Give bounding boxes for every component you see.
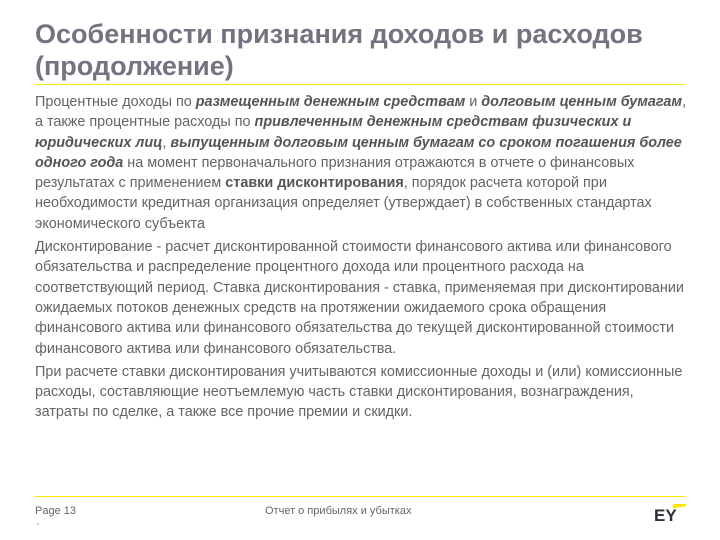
paragraph-1-run-emphasis: долговым ценным бумагам	[481, 94, 683, 110]
slide-body	[35, 92, 690, 426]
page-number: Page 13	[35, 505, 76, 517]
footer-divider	[35, 496, 685, 497]
footer-document-title: Отчет о прибылях и убытках	[265, 505, 412, 517]
paragraph-1-run: и	[465, 94, 482, 110]
paragraph-1-run-emphasis: привлеченным денежным средствам физических и юридических лиц	[35, 114, 632, 151]
paragraph-1-run-emphasis: размещенным денежным средствам	[195, 94, 466, 110]
paragraph-1-run: Процентные доходы по	[35, 94, 196, 110]
paragraph-interest-income	[35, 92, 690, 234]
ey-logo-text: EY	[654, 506, 677, 522]
slide-title: Особенности признания доходов и расходов (продолжение)	[35, 19, 643, 81]
paragraph-discount-rate-components: При расчете ставки дисконтирования учитываются комиссионные доходы и (или) комиссионные расходы, составляющие неотъемлемую часть ставки дисконтирования, вознаграждения, затраты по сделке, а также все прочие премии и скидки.	[35, 363, 683, 421]
paragraph-1-run: , порядок расчета которой при необходимости кредитная организация определяет (утверждает) в собственных стандартах экономического субъекта	[35, 175, 652, 232]
title-divider	[35, 84, 685, 85]
ey-logo	[654, 504, 686, 522]
page-dot: ·	[36, 518, 40, 530]
paragraph-1-run: на момент первоначального признания отражаются в отчете о финансовых результатах с применением	[35, 154, 635, 192]
paragraph-1-run: , а также процентные расходы по	[35, 94, 687, 131]
paragraph-discounting-definition: Дисконтирование - расчет дисконтированной стоимости финансового актива или финансового обязательства и распределение процентного дохода или процентного расхода на соответствующий период. Ставка дисконтирования - ставка, применяемая при дисконтировании ожидаемых потоков денежных средств на протяжении ожидаемого срока обращения финансового актива или финансового обязательства до текущей дисконтированной стоимости финансового актива или финансового обязательства.	[35, 239, 684, 357]
paragraph-1-run-bold: ставки дисконтирования	[225, 175, 404, 192]
paragraph-1-run-emphasis: выпущенным долговым ценным бумагам со сроком погашения более одного года	[35, 134, 682, 171]
paragraph-1-run: ,	[162, 134, 171, 151]
